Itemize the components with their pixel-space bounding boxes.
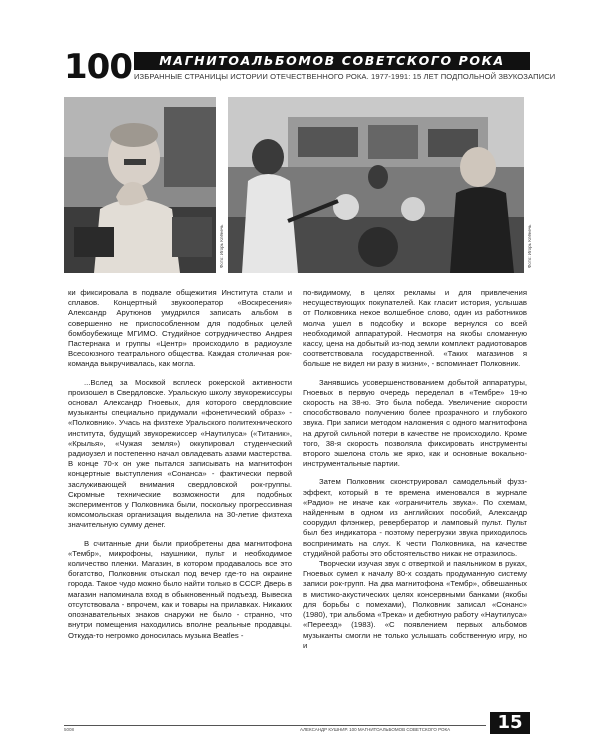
header-subtitle: ИЗБРАННЫЕ СТРАНИЦЫ ИСТОРИИ ОТЕЧЕСТВЕННОГО РОКА. 1977-1991: 15 ЛЕТ ПОДПОЛЬНОЙ ЗВУКОЗАПИСИ	[134, 72, 556, 81]
photo-credit-left: Фото: Игорь Клёнечь	[219, 224, 224, 268]
running-footer: АЛЕКСАНДР КУШНИР. 100 МАГНИТОАЛЬБОМОВ СОВЕТСКОГО РОКА	[300, 727, 451, 732]
paragraph: Творчески изучая звук с отверткой и паяльником в руках, Гноевых сумел к началу 80-х создать продуманную систему записи рок-групп. На два магнитофона «Тембр», обвешанных в мистико-акустических целях консервными банками (якобы для борьбы с помехами), Полковник записал «Сонанс» (1980), три альбома «Трека» и дебютную работу «Наутилуса» «Переезд» (1983). «С появлением первых альбомов музыканты смогли не только услышать собственную игру, но и	[303, 559, 527, 650]
paragraph: ...Вслед за Москвой всплеск рокерской активности произошел в Свердловске. Уральскую школу звукорежиссуры основал Александр Гноевых, для которого свердловские музыканты специально придумали «фонетический образ» - «Полковник». Учась на физтехе Уральского политехнического института, будущий звукорежиссер «Наутилуса» («Титаник», «Крылья», «Чужая земля») оккупировал студенческий радиоузел и постепенно начал овладевать азами мастерства. В конце 70-х он уже пытался записывать на магнитофон концертные выступления «Сонанса» - фактически первой заслуживающей внимания свердловской рок-группы. Скромные технические возможности для подобных экспериментов у Полковника были, поскольку прогрессивная комсомольская организация выделила на 30-летие физтеха значительную сумму денег.	[68, 377, 292, 530]
page-number: 15	[490, 712, 530, 734]
header-title: МАГНИТОАЛЬБОМОВ СОВЕТСКОГО РОКА	[134, 52, 530, 70]
photo-band-rehearsal	[228, 97, 524, 273]
folio-code: 5008	[64, 727, 75, 732]
text-column-right	[303, 288, 527, 651]
paragraph: Затем Полковник сконструировал самодельный фузз-эффект, который в те времена именовался в журнале «Радио» не иначе как «ограничитель звука». По схемам, найденным в одном из английских пособий, Александр соорудил флэнжер, ревербератор и ламповый пульт. Пульт был без индикатора - поэтому перегрузки звука приходилось воспринимать на слух. К чести Полковника, на качестве студийной работы это обстоятельство никак не отразилось.	[303, 477, 527, 558]
paragraph: по-видимому, в целях рекламы и для привлечения несуществующих покупателей. Как гласит история, услышав от Полковника некое волшебное слово, один из работников молча ушел в подсобку и вскоре вернулся со всей необходимой аппаратурой. Несмотря на якобы сломанную кассу, цена на добытый из-под земли комплект радиотоваров соответствовала государственной. «Таких магазинов я больше не видел ни разу в жизни», - вспоминает Полковник.	[303, 288, 527, 369]
paragraph: Занявшись усовершенствованием добытой аппаратуры, Гноевых в первую очередь переделал в «Тембре» 19-ю скорость на 38-ю. Это была победа. Увеличение скорости способствовало получению более прозрачного и глубокого звука. При записи методом наложения с одного магнитофона на другой сильной потери в качестве не происходило. Кроме того, 38-я скорость позволяла фиксировать инструменты второго эшелона столь же ярко, как и основные вокально-инструментальные партии.	[303, 377, 527, 469]
text-column-left	[68, 288, 292, 641]
paragraph: В считанные дни были приобретены два магнитофона «Тембр», микрофоны, наушники, пульт и необходимое количество пленки. Магазин, в котором продавалось все это богатство, Полковник отыскал под вечер где-то на окраине города. Такое чудо можно было найти только в СССР. Дверь в магазин напоминала вход в обыкновенный подъезд. Вывеска отсутствовала - впрочем, как и товары на прилавках. Никаких опознавательных знаков снаружи не было - странно, что внутри помещения находились вполне реальные продавцы. Откуда-то негромко доносилась музыка Beatles -	[68, 538, 292, 640]
header-number: 100	[64, 47, 132, 87]
photo-credit-right: Фото: Игорь Клёнечь	[527, 224, 532, 268]
page-header	[64, 47, 556, 90]
footer-rule	[64, 725, 486, 726]
photo-sound-engineer	[64, 97, 216, 273]
paragraph: ки фиксировала в подвале общежития Института стали и сплавов. Концертный звукооператор «Воскресения» Александр Арутюнов умудрился записать альбом в совершенно не приспособленном для подобных целей бомбоубежище МГИМО. Студийное сотрудничество Андрея Пастернака и группы «Центр» происходило в радиоузле Всесоюзного театрального общества. Каждая столичная рок-команда выкручивалась, как могла.	[68, 288, 292, 369]
